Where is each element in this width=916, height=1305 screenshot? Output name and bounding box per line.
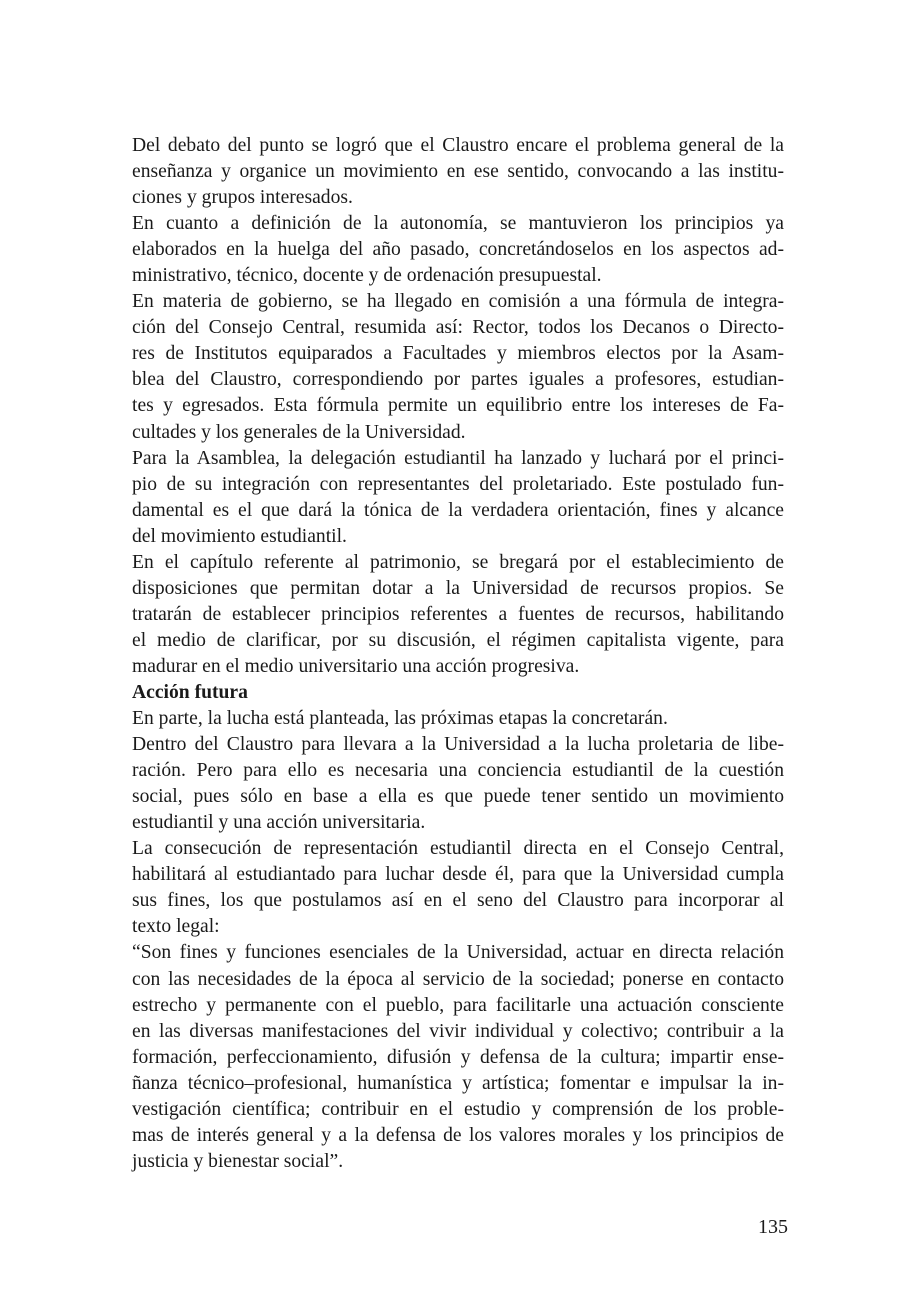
text-line: Dentro del Claustro para llevara a la Universidad a la lucha proletaria de libe- bbox=[132, 734, 784, 756]
text-line: disposiciones que permitan dotar a la Universidad de recursos propios. Se bbox=[132, 577, 784, 599]
text-line: En materia de gobierno, se ha llegado en comisión a una fórmula de integra- bbox=[132, 291, 784, 313]
text-line: madurar en el medio universitario una acción progresiva. bbox=[132, 655, 580, 677]
text-line: ción del Consejo Central, resumida así: Rector, todos los Decanos o Directo- bbox=[132, 317, 784, 339]
text-line: blea del Claustro, correspondiendo por partes iguales a profesores, estudian- bbox=[132, 369, 784, 391]
text-line: elaborados en la huelga del año pasado, concretándoselos en los aspectos ad- bbox=[132, 239, 784, 261]
text-line: enseñanza y organice un movimiento en ese sentido, convocando a las institu- bbox=[132, 161, 784, 183]
text-line: ñanza técnico–profesional, humanística y artística; fomentar e impulsar la in- bbox=[132, 1072, 784, 1094]
heading-line: Acción futura bbox=[132, 681, 248, 703]
paragraph bbox=[132, 836, 784, 940]
text-line: res de Institutos equiparados a Facultades y miembros electos por la Asam- bbox=[132, 343, 784, 365]
text-line: ciones y grupos interesados. bbox=[132, 187, 353, 209]
text-line: En parte, la lucha está planteada, las próximas etapas la concretarán. bbox=[132, 708, 668, 730]
text-line: Para la Asamblea, la delegación estudiantil ha lanzado y luchará por el princi- bbox=[132, 447, 784, 469]
text-line: del movimiento estudiantil. bbox=[132, 525, 347, 547]
text-line: cultades y los generales de la Universidad. bbox=[132, 421, 466, 443]
text-line: Del debato del punto se logró que el Claustro encare el problema general de la bbox=[132, 135, 784, 156]
paragraph bbox=[132, 550, 784, 680]
text-line: con las necesidades de la época al servicio de la sociedad; ponerse en contacto bbox=[132, 968, 784, 990]
text-line: “Son fines y funciones esenciales de la Universidad, actuar en directa relación bbox=[132, 942, 784, 964]
paragraph bbox=[132, 446, 784, 550]
text-line: ración. Pero para ello es necesaria una conciencia estudiantil de la cuestión bbox=[132, 760, 784, 782]
text-line: En cuanto a definición de la autonomía, se mantuvieron los principios ya bbox=[132, 213, 784, 235]
text-line: En el capítulo referente al patrimonio, se bregará por el establecimiento de bbox=[132, 551, 784, 573]
text-line: tes y egresados. Esta fórmula permite un equilibrio entre los intereses de Fa- bbox=[132, 395, 784, 417]
text-line: vestigación científica; contribuir en el estudio y comprensión de los proble- bbox=[132, 1098, 784, 1120]
text-line: estudiantil y una acción universitaria. bbox=[132, 812, 426, 834]
paragraph bbox=[132, 289, 784, 445]
text-line: estrecho y permanente con el pueblo, para facilitarle una actuación consciente bbox=[132, 994, 784, 1016]
body-text bbox=[132, 133, 784, 1175]
paragraph bbox=[132, 940, 784, 1174]
text-line: damental es el que dará la tónica de la verdadera orientación, fines y alcance bbox=[132, 499, 784, 521]
text-line: mas de interés general y a la defensa de los valores morales y los principios de bbox=[132, 1124, 784, 1146]
paragraph bbox=[132, 211, 784, 289]
text-line: justicia y bienestar social”. bbox=[132, 1150, 344, 1172]
paragraph bbox=[132, 732, 784, 836]
text-line: texto legal: bbox=[132, 916, 220, 938]
text-line: pio de su integración con representantes del proletariado. Este postulado fun- bbox=[132, 473, 784, 495]
text-line: formación, perfeccionamiento, difusión y defensa de la cultura; impartir ense- bbox=[132, 1046, 784, 1068]
text-line: tratarán de establecer principios referentes a fuentes de recursos, habilitando bbox=[132, 603, 784, 625]
page-number: 135 bbox=[758, 1216, 788, 1238]
text-line: habilitará al estudiantado para luchar desde él, para que la Universidad cumpla bbox=[132, 864, 784, 886]
section-heading bbox=[132, 680, 784, 706]
text-line: en las diversas manifestaciones del vivir individual y colectivo; contribuir a la bbox=[132, 1020, 784, 1042]
text-line: La consecución de representación estudiantil directa en el Consejo Central, bbox=[132, 838, 784, 860]
text-line: ministrativo, técnico, docente y de ordenación presupuestal. bbox=[132, 265, 602, 287]
paragraph bbox=[132, 706, 784, 732]
paragraph bbox=[132, 133, 784, 211]
text-line: sus fines, los que postulamos así en el seno del Claustro para incorporar al bbox=[132, 890, 784, 912]
text-line: social, pues sólo en base a ella es que puede tener sentido un movimiento bbox=[132, 786, 784, 808]
text-line: el medio de clarificar, por su discusión, el régimen capitalista vigente, para bbox=[132, 629, 784, 651]
